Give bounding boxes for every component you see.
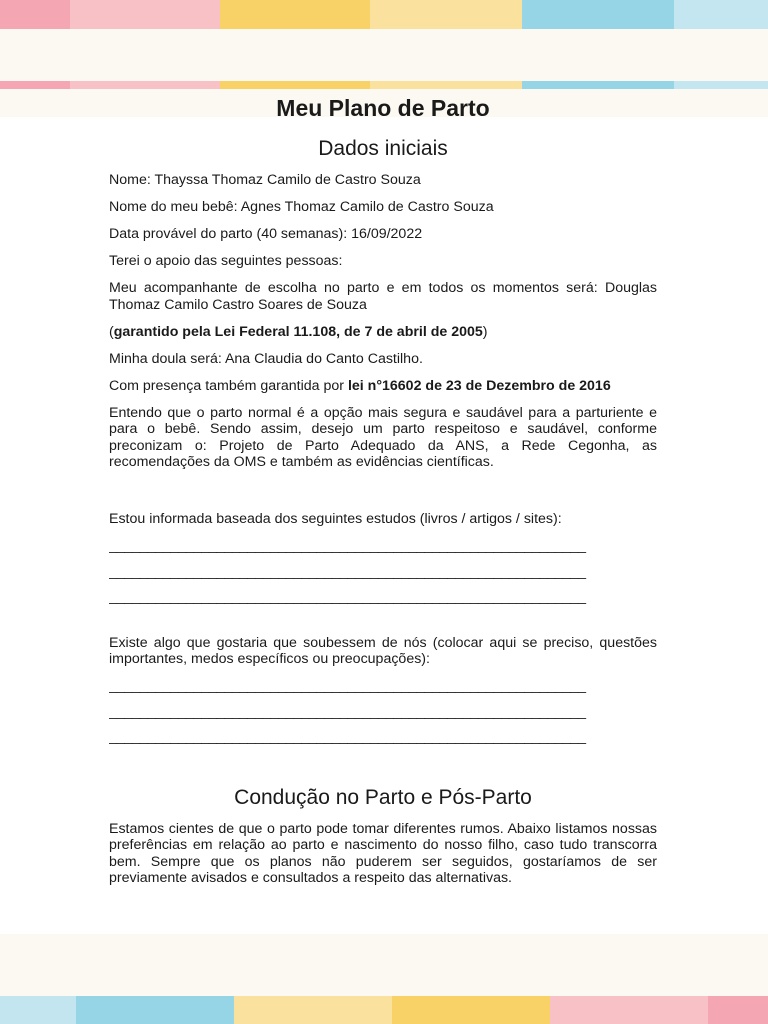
- conduction-paragraph: Estamos cientes de que o parto pode tomar diferentes rumos. Abaixo listamos nossas preferências em relação ao parto e nascimento do nosso filho, caso tudo transcorra bem. Sempre que os planos não puderem ser seguidos, gostaríamos de ser previamente avisados e consultados a respeito das alternativas.: [109, 820, 657, 886]
- color-segment: [0, 81, 70, 89]
- top-color-band: [0, 0, 768, 29]
- normal-birth-paragraph: Entendo que o parto normal é a opção mais segura e saudável para a parturiente e para o bebê. Sendo assim, desejo um parto respeitoso e saudável, conforme preconizam o: Projeto de Parto Adequado da ANS, a Rede Cegonha, as recomendações da OMS e também as evidências científicas.: [109, 404, 657, 470]
- concerns-blank-line: ______________________________________________________________: [109, 703, 586, 720]
- color-segment: [370, 81, 522, 89]
- color-segment: [522, 0, 674, 29]
- bottom-wash: [0, 934, 768, 996]
- color-segment: [0, 0, 70, 29]
- presence-prefix: Com presença também garantida por: [109, 377, 348, 394]
- color-segment: [76, 996, 234, 1024]
- studies-blank-line: ______________________________________________________________: [109, 589, 586, 605]
- concerns-blank-line: ______________________________________________________________: [109, 678, 586, 694]
- studies-blank-line: ______________________________________________________________: [109, 538, 586, 554]
- color-segment: [70, 0, 220, 29]
- law-suffix: ): [482, 323, 488, 340]
- color-segment: [0, 996, 76, 1024]
- color-segment: [70, 81, 220, 89]
- color-segment: [392, 996, 550, 1024]
- document-body: [109, 94, 657, 897]
- concerns-paragraph: Existe algo que gostaria que soubessem de nós (colocar aqui se preciso, questões importantes, medos específicos ou preocupações):: [109, 634, 657, 667]
- color-segment: [708, 996, 768, 1024]
- law-line: [109, 324, 657, 341]
- support-line: Terei o apoio das seguintes pessoas:: [109, 253, 343, 269]
- bottom-color-band: [0, 996, 768, 1024]
- color-segment: [674, 0, 768, 29]
- law-reference: garantido pela Lei Federal 11.108, de 7 de abril de 2005: [113, 323, 483, 340]
- baby-name-line: Nome do meu bebê: Agnes Thomaz Camilo de Castro Souza: [109, 199, 494, 215]
- concerns-blank-line: ______________________________________________________________: [109, 729, 586, 745]
- color-segment: [550, 996, 708, 1024]
- top-wash: [0, 29, 768, 81]
- mother-name-line: Nome: Thayssa Thomaz Camilo de Castro Souza: [109, 172, 421, 188]
- color-segment: [370, 0, 522, 29]
- color-segment: [522, 81, 674, 89]
- presence-law-reference: lei n°16602 de 23 de Dezembro de 2016: [347, 377, 611, 394]
- color-segment: [220, 81, 370, 89]
- color-segment: [234, 996, 392, 1024]
- presence-line: [109, 378, 657, 395]
- top-thin-color-band: [0, 81, 768, 89]
- document-title: Meu Plano de Parto: [276, 95, 490, 121]
- color-segment: [674, 81, 768, 89]
- studies-line: Estou informada baseada dos seguintes estudos (livros / artigos / sites):: [109, 511, 562, 527]
- companion-paragraph: Meu acompanhante de escolha no parto e em todos os momentos será: Douglas Thomaz Camilo Castro Soares de Souza: [109, 280, 657, 313]
- studies-blank-line: ______________________________________________________________: [109, 563, 586, 580]
- law-prefix: (: [109, 323, 114, 340]
- section-heading-conducao: Condução no Parto e Pós-Parto: [234, 785, 532, 809]
- doula-line: Minha doula será: Ana Claudia do Canto Castilho.: [109, 350, 423, 367]
- section-heading-dados-iniciais: Dados iniciais: [318, 137, 448, 160]
- color-segment: [220, 0, 370, 29]
- due-date-line: Data provável do parto (40 semanas): 16/09/2022: [109, 226, 423, 242]
